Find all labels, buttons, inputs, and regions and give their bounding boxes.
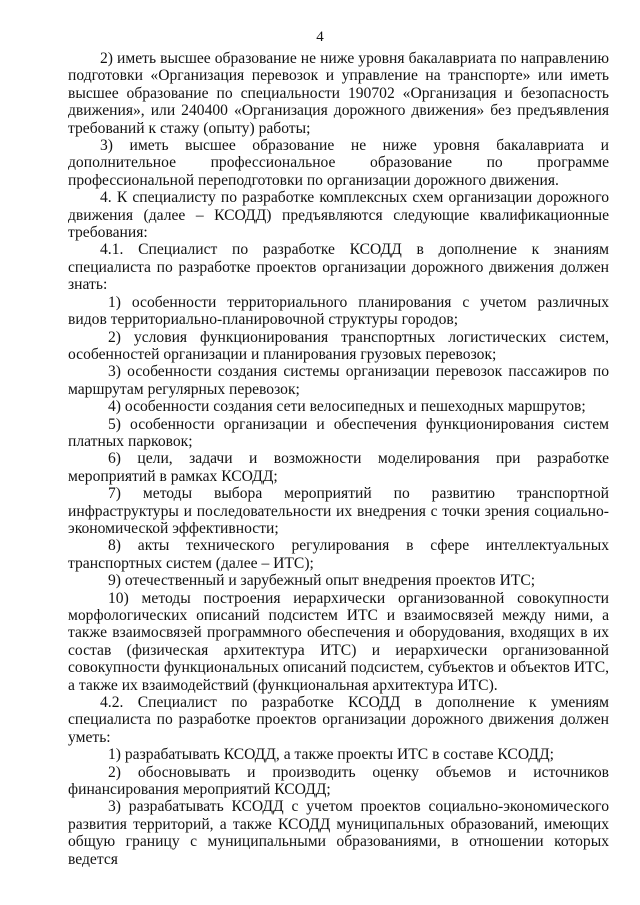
list-item-knowledge-9: 9) отечественный и зарубежный опыт внедрения проектов ИТС; <box>108 572 536 590</box>
list-item-knowledge-2: 2) условия функционирования транспортных логистических систем, особенностей организации и планирования грузовых перевозок; <box>68 328 609 363</box>
document-body <box>68 50 609 868</box>
list-item-knowledge-5: 5) особенности организации и обеспечения функционирования систем платных парковок; <box>68 415 609 450</box>
list-item-knowledge-1: 1) особенности территориального планирования с учетом различных видов территориально-планировочной структуры городов; <box>68 293 609 329</box>
paragraph-section-4: 4. К специалисту по разработке комплексных схем организации дорожного движения (далее – КСОДД) предъявляются следующие квалификационные требования: <box>68 189 609 242</box>
list-item-knowledge-3: 3) особенности создания системы организации перевозок пассажиров по маршрутам регулярных перевозок; <box>68 363 609 398</box>
list-item-knowledge-8: 8) акты технического регулирования в сфере интеллектуальных транспортных систем (далее – ИТС); <box>68 537 609 572</box>
paragraph-requirement-2: 2) иметь высшее образование не ниже уровня бакалавриата по направлению подготовки «Организация перевозок и управление на транспорте» или иметь высшее образование по специальности 190702 «Организация и безопасность движения», или 240400 «Организация дорожного движения» без предъявления требований к стажу (опыту) работы; <box>68 50 609 137</box>
list-item-skill-3: 3) разрабатывать КСОДД с учетом проектов социально-экономического развития территорий, а также КСОДД муниципальных образований, имеющих общую границу с муниципальными образованиями, в отношении которых ведется <box>68 798 609 868</box>
paragraph-section-4-2: 4.2. Специалист по разработке КСОДД в дополнение к умениям специалиста по разработке проектов организации дорожного движения должен уметь: <box>68 694 609 746</box>
list-item-knowledge-10: 10) методы построения иерархически организованной совокупности морфологических описаний подсистем ИТС и взаимосвязей между ними, а также взаимосвязей программного обеспечения и оборудования, входящих в их состав (физическая архитектура ИТС) и иерархически организованной совокупности функциональных описаний подсистем, субъектов и объектов ИТС, а также их взаимодействий (функциональная архитектура ИТС). <box>68 589 609 694</box>
paragraph-section-4-1: 4.1. Специалист по разработке КСОДД в дополнение к знаниям специалиста по разработке проектов организации дорожного движения должен знать: <box>68 241 609 294</box>
list-item-knowledge-6: 6) цели, задачи и возможности моделирования при разработке мероприятий в рамках КСОДД; <box>68 450 609 485</box>
list-item-knowledge-7: 7) методы выбора мероприятий по развитию транспортной инфраструктуры и последовательности их внедрения с точки зрения социально-экономической эффективности; <box>68 485 609 537</box>
list-item-skill-2: 2) обосновывать и производить оценку объемов и источников финансирования мероприятий КСОДД; <box>68 763 609 799</box>
list-item-skill-1: 1) разрабатывать КСОДД, а также проекты ИТС в составе КСОДД; <box>108 746 554 764</box>
list-item-knowledge-4: 4) особенности создания сети велосипедных и пешеходных маршрутов; <box>108 398 586 416</box>
paragraph-requirement-3: 3) иметь высшее образование не ниже уровня бакалавриата и дополнительное профессиональное образование по программе профессиональной переподготовки по организации дорожного движения. <box>68 137 609 189</box>
page-number: 4 <box>316 29 324 45</box>
